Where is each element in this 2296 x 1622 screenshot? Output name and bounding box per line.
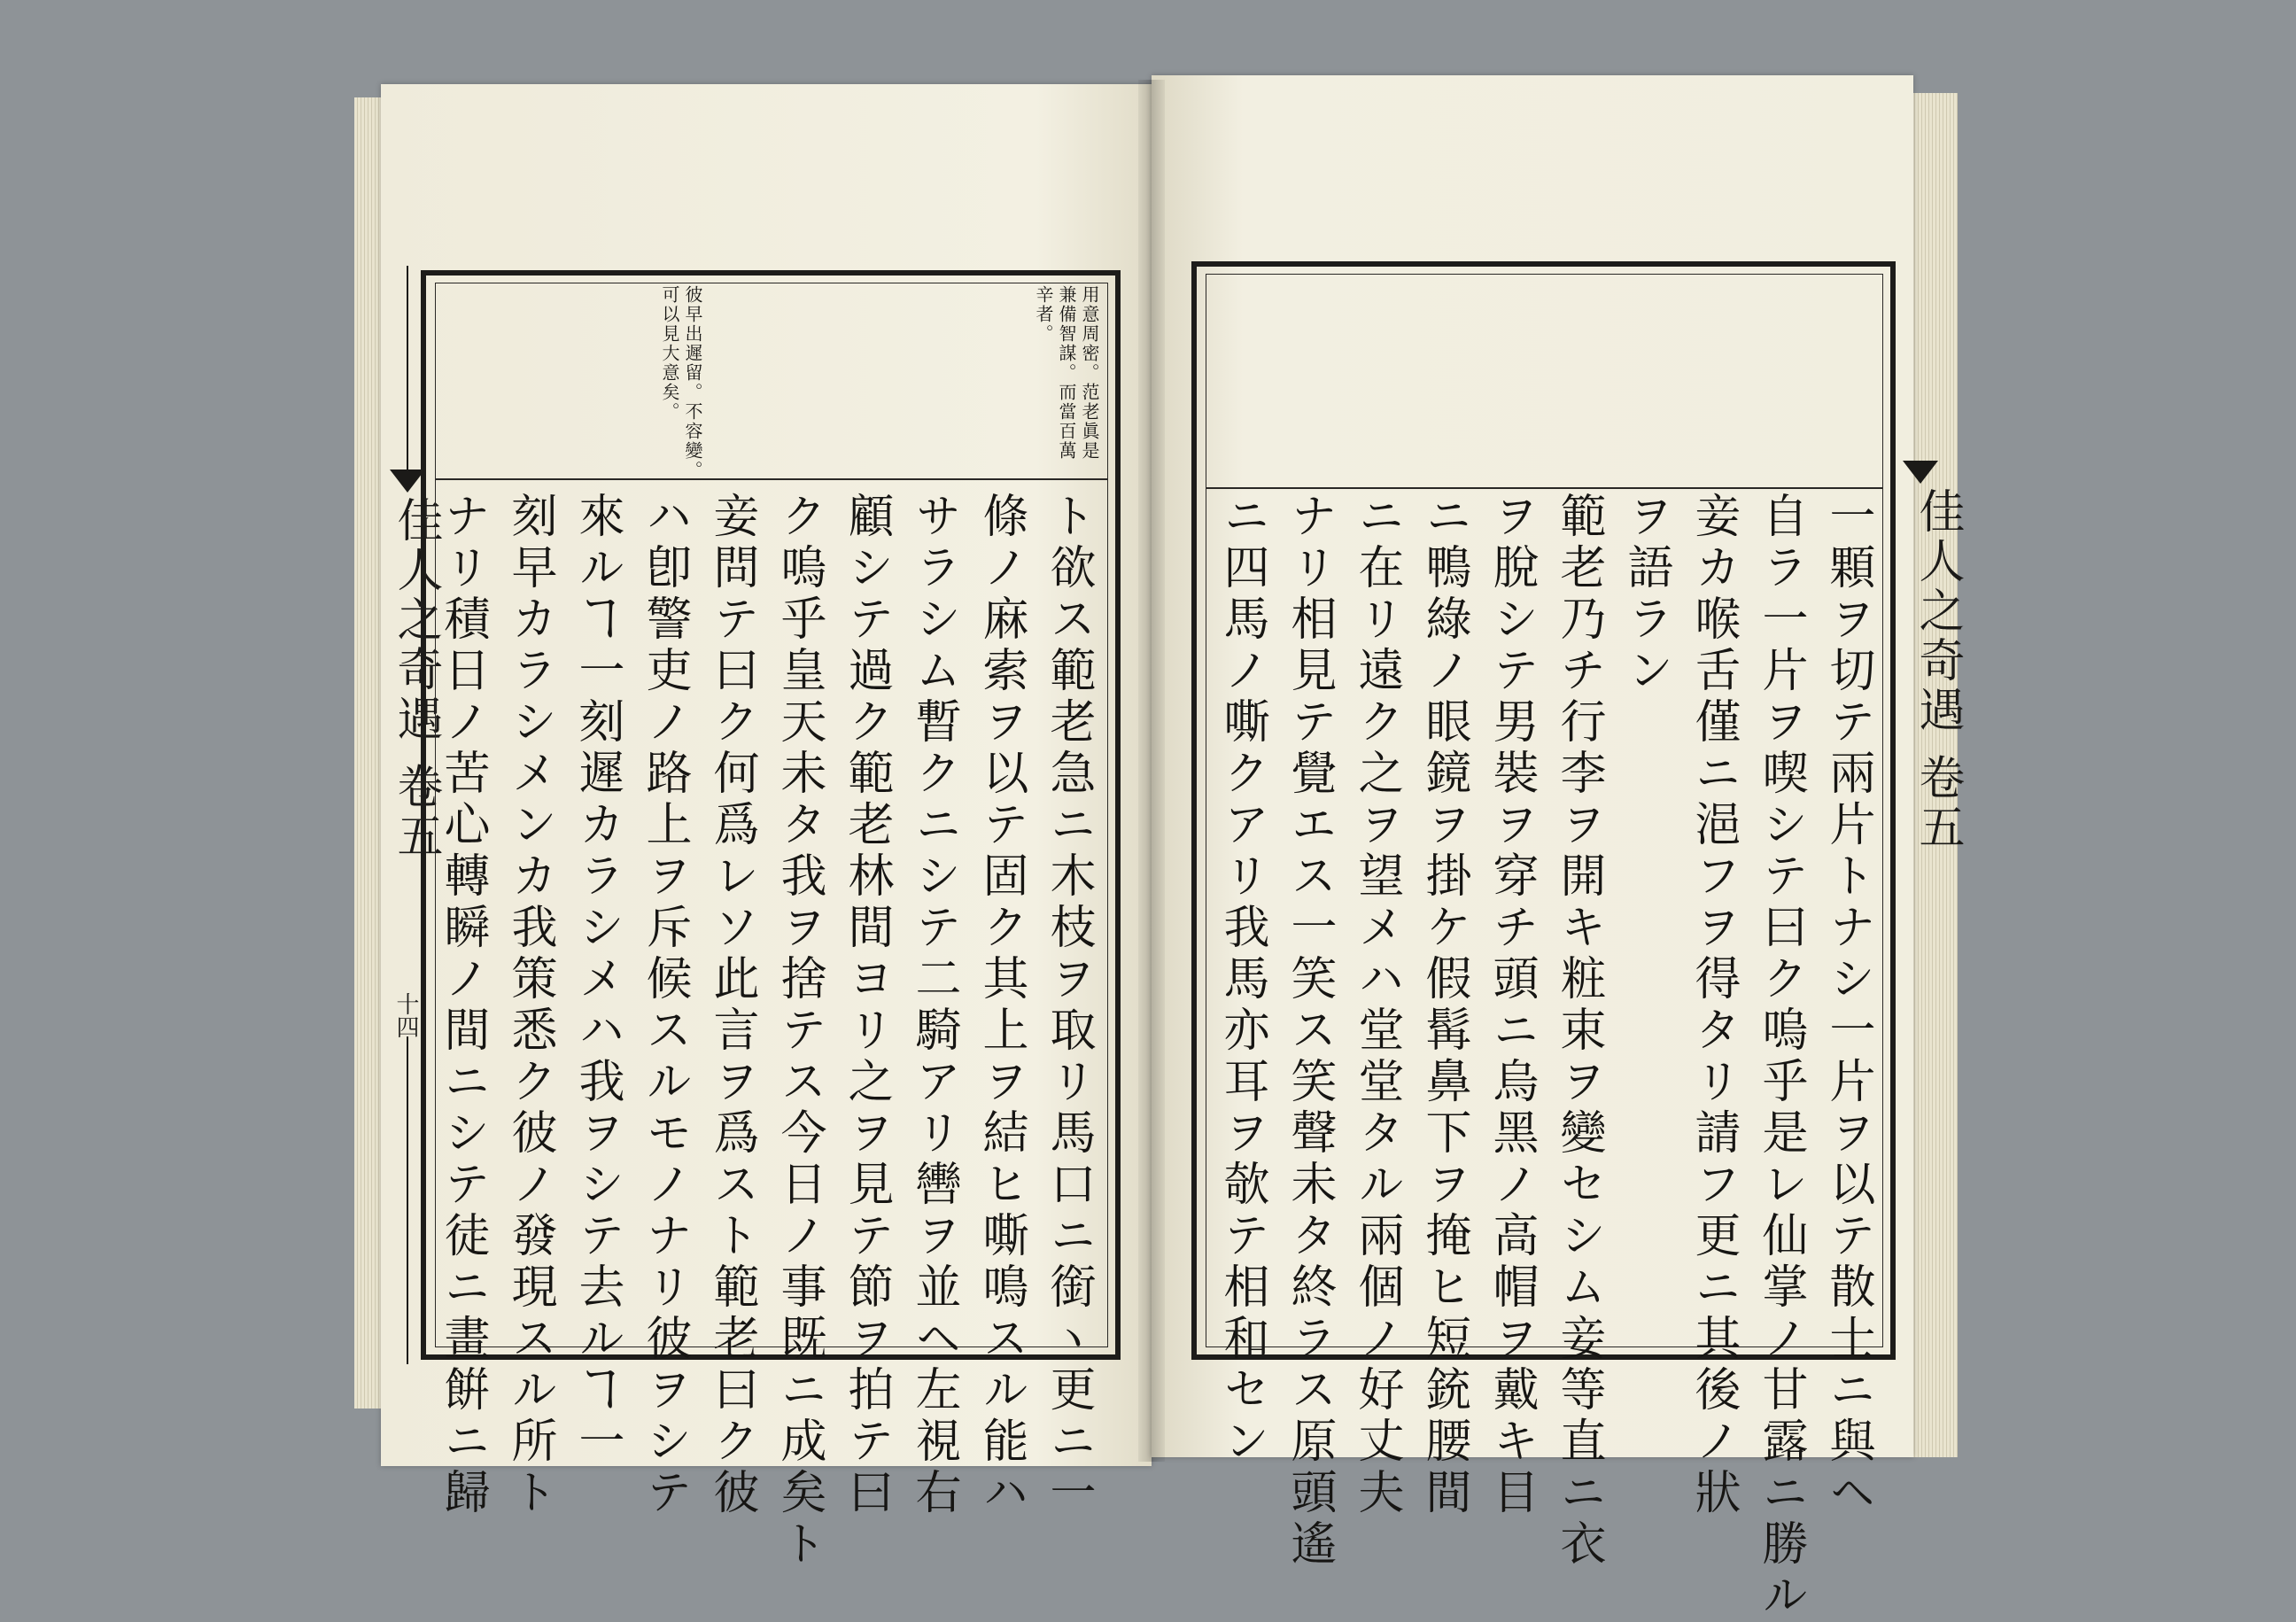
- text-column: ナリ積日ノ苦心轉瞬ノ間ニシテ徒ニ畫餠ニ歸: [436, 492, 489, 1519]
- fishtail-mark-right: [1903, 461, 1938, 484]
- text-column: サラシム暫クニシテ二騎アリ轡ヲ並ヘ左視右: [907, 492, 960, 1519]
- text-column: ナリ相見テ覺エス一笑ス笑聲未タ終ラス原頭遙: [1283, 492, 1336, 1571]
- fishtail-mark-left: [390, 470, 425, 493]
- book-gutter: [1138, 80, 1165, 1462]
- text-column: 來ルヿ一刻遲カラシメハ我ヲシテ去ルヿ一: [570, 492, 624, 1468]
- head-note-rule: [1206, 487, 1882, 489]
- head-note: 辛者。: [1033, 285, 1054, 344]
- page-number: 十四: [392, 992, 419, 1038]
- text-column: ハ卽警吏ノ路上ヲ斥候スルモノナリ彼ヲシテ: [638, 492, 691, 1519]
- text-column: ニ在リ遠ク之ヲ望メハ堂堂タル兩個ノ好丈夫: [1350, 492, 1403, 1519]
- spine-title-right: 佳人之奇遇 卷五: [1911, 487, 1964, 853]
- head-note-rule: [436, 478, 1107, 480]
- head-note: 彼早出遲留。不容變。: [682, 285, 703, 480]
- text-column: 妾カ喉舌僅ニ浥フヲ得タリ請フ更ニ其後ノ狀: [1687, 492, 1740, 1519]
- text-column: ニ四馬ノ嘶クアリ我馬亦耳ヲ欹テ相和セン: [1215, 492, 1268, 1468]
- text-column: ニ鴨綠ノ眼鏡ヲ掛ケ假髯鼻下ヲ掩ヒ短銃腰間: [1417, 492, 1470, 1519]
- head-note: 用意周密。范老眞是: [1079, 285, 1100, 461]
- text-column: 範老乃チ行李ヲ開キ粧束ヲ變セシム妾等直ニ衣: [1552, 492, 1605, 1571]
- text-column: 自ラ一片ヲ喫シテ曰ク嗚乎是レ仙掌ノ甘露ニ勝ル: [1754, 492, 1807, 1622]
- text-column: 刻早カラシメンカ我策悉ク彼ノ發現スル所ト: [503, 492, 556, 1519]
- text-column: ト欲ス範老急ニ木枝ヲ取リ馬口ニ銜ヽ更ニ一: [1042, 492, 1095, 1519]
- text-column: 條ノ麻索ヲ以テ固ク其上ヲ結ヒ嘶鳴スル能ハ: [974, 492, 1028, 1519]
- text-column: ヲ脫シテ男裝ヲ穿チ頭ニ烏黑ノ高帽ヲ戴キ目: [1485, 492, 1538, 1519]
- text-column: 妾問テ曰ク何爲レソ此言ヲ爲スト範老曰ク彼: [705, 492, 758, 1519]
- text-column: ク嗚乎皇天未タ我ヲ捨テス今日ノ事既ニ成矣ト: [772, 492, 826, 1571]
- head-note: 兼備智謀。而當百萬: [1056, 285, 1077, 461]
- text-column: 顧シテ過ク範老林間ヨリ之ヲ見テ節ヲ拍テ曰: [840, 492, 893, 1519]
- spine-rule: [407, 266, 408, 470]
- spine-title-left: 佳人之奇遇 卷五: [389, 496, 442, 862]
- spine-rule: [407, 1036, 408, 1364]
- head-note: 可以見大意矣。: [659, 285, 680, 422]
- text-column: ヲ語ラン: [1619, 492, 1672, 697]
- text-column: 一顆ヲ切テ兩片トナシ一片ヲ以テ散士ニ與ヘ: [1821, 492, 1874, 1519]
